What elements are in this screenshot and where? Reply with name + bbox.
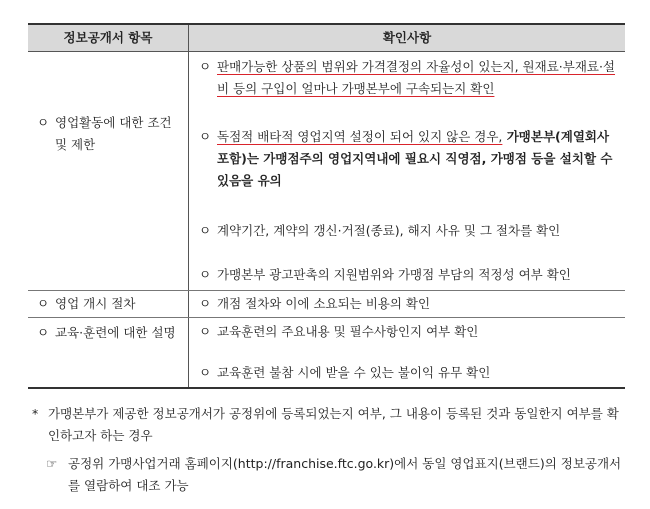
check-item bbox=[189, 256, 625, 290]
header-item: 정보공개서 항목 bbox=[28, 24, 189, 52]
check-cell bbox=[189, 318, 626, 389]
table-row bbox=[28, 291, 625, 318]
bullet-icon: ㅇ bbox=[199, 365, 212, 380]
condition-cell bbox=[28, 52, 189, 291]
footnote-sub-text: 공정위 가맹사업거래 홈페이지(http://franchise.ftc.go.kr)에서 동일 영업표지(브랜드)의 정보공개서를 열람하여 대조 가능 bbox=[68, 456, 622, 493]
bullet-icon: ㅇ bbox=[199, 267, 212, 282]
bullet-icon: ㅇ bbox=[37, 115, 50, 130]
underlined-text: 판매가능한 상품의 범위와 가격결정의 자율성이 있는지, 원재료·부재료·설비 등의 구입이 얼마나 가맹본부에 구속되는지 확인 bbox=[217, 59, 616, 96]
condition-cell bbox=[28, 318, 189, 389]
footnote bbox=[28, 403, 625, 497]
check-item bbox=[189, 208, 625, 256]
item-text: 개점 절차와 이에 소요되는 비용의 확인 bbox=[217, 296, 431, 311]
bold-text: 가맹본부(계열회사 포함)는 가맹점주의 영업지역내에 필요시 직영점, 가맹점 등을 설치할 수 있음을 유의 bbox=[217, 129, 613, 188]
bullet-icon: ㅇ bbox=[199, 223, 212, 238]
table-header-row bbox=[28, 24, 625, 52]
asterisk-icon: * bbox=[32, 406, 39, 421]
item-text: 교육훈련 불참 시에 받을 수 있는 불이익 유무 확인 bbox=[217, 365, 491, 380]
condition-cell bbox=[28, 291, 189, 318]
condition-text: 영업 개시 절차 bbox=[55, 296, 136, 311]
check-item bbox=[189, 349, 625, 387]
footnote-text: 가맹본부가 제공한 정보공개서가 공정위에 등록되었는지 여부, 그 내용이 등록된 것과 동일한지 여부를 확인하고자 하는 경우 bbox=[48, 406, 619, 443]
check-item bbox=[189, 318, 625, 349]
check-cell bbox=[189, 291, 626, 318]
item-text: 가맹본부 광고판촉의 지원범위와 가맹점 부담의 적정성 여부 확인 bbox=[217, 267, 571, 282]
check-cell bbox=[189, 52, 626, 291]
check-item bbox=[189, 52, 625, 112]
item-text: 교육훈련의 주요내용 및 필수사항인지 여부 확인 bbox=[217, 324, 479, 339]
bullet-icon: ㅇ bbox=[199, 59, 212, 74]
pointing-hand-icon: ☞ bbox=[46, 456, 58, 471]
bullet-icon: ㅇ bbox=[199, 296, 212, 311]
document bbox=[28, 23, 625, 497]
item-text: 계약기간, 계약의 갱신·거절(종료), 해지 사유 및 그 절차를 확인 bbox=[217, 223, 561, 238]
info-check-table bbox=[28, 23, 625, 389]
table-row bbox=[28, 52, 625, 291]
table-row bbox=[28, 318, 625, 389]
bullet-icon: ㅇ bbox=[37, 325, 50, 340]
bullet-icon: ㅇ bbox=[37, 296, 50, 311]
check-item bbox=[189, 291, 625, 317]
condition-text: 교육·훈련에 대한 설명 bbox=[55, 325, 176, 340]
bullet-icon: ㅇ bbox=[199, 129, 212, 144]
condition-text: 영업활동에 대한 조건 및 제한 bbox=[55, 115, 172, 152]
underlined-text: 독점적 배타적 영업지역 설정이 되어 있지 않은 경우, bbox=[217, 129, 503, 144]
header-check: 확인사항 bbox=[189, 24, 626, 52]
bullet-icon: ㅇ bbox=[199, 324, 212, 339]
check-item bbox=[189, 112, 625, 208]
